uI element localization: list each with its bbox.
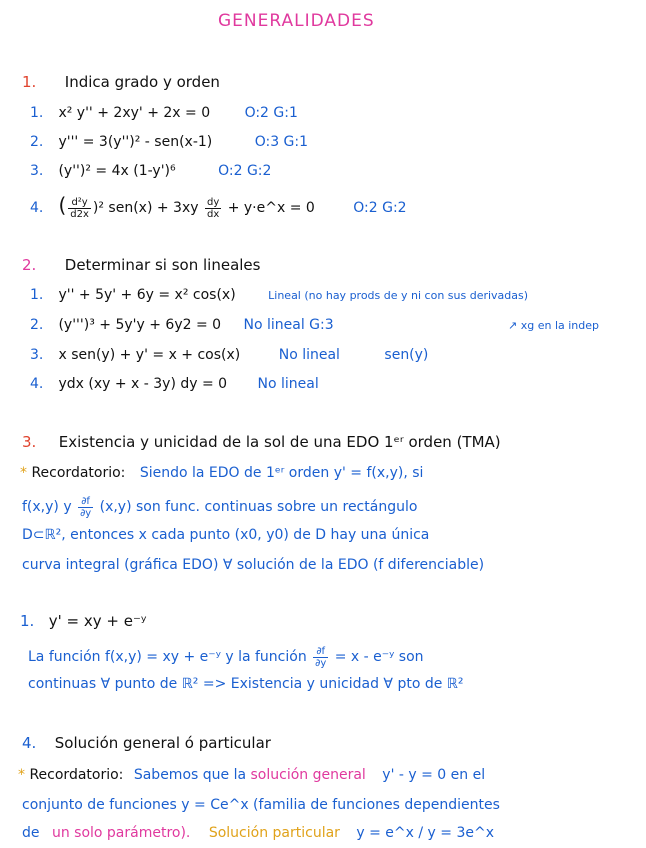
answer: O:2 G:1 <box>244 105 298 121</box>
answer: O:2 G:2 <box>353 200 407 216</box>
equation: ydx (xy + x - 3y) dy = 0 <box>58 376 228 392</box>
list-item <box>30 286 528 305</box>
reminder-label: Recordatorio: <box>31 465 126 481</box>
fraction <box>313 646 328 669</box>
section-number: 4. <box>22 734 37 752</box>
list-item <box>30 133 308 151</box>
equation: x sen(y) + y' = x + cos(x) <box>58 347 241 363</box>
denominator: d2x <box>70 208 89 220</box>
list-item <box>30 162 271 180</box>
section-2-heading <box>22 256 260 274</box>
section-title: Indica grado y orden <box>64 73 220 91</box>
highlight-param: un solo parámetro). <box>51 825 191 841</box>
section-number: 1. <box>22 73 37 91</box>
paren: ( <box>58 193 67 217</box>
annotation-note <box>508 317 599 335</box>
example-line: continuas ∀ punto de ℝ² => Existencia y unicidad ∀ pto de ℝ² <box>28 676 464 692</box>
star-icon: * <box>18 767 25 783</box>
equation: )² sen(x) + 3xy <box>92 200 199 216</box>
reminder-line: D⊂ℝ², entonces x cada punto (x0, y0) de D hay una única <box>22 527 430 543</box>
list-item <box>30 104 298 122</box>
reminder-text: de <box>22 825 40 841</box>
numerator: d²y <box>68 197 91 209</box>
item-number: 4. <box>30 376 44 392</box>
answer-extra: sen(y) <box>384 347 429 363</box>
reminder-text: f(x,y) y <box>22 499 72 515</box>
answer: Lineal (no hay prods de y ni con sus derivadas) <box>268 289 529 302</box>
example-heading <box>20 612 146 630</box>
list-item <box>30 192 407 221</box>
equation: y' = xy + e⁻ʸ <box>48 612 147 630</box>
section-title: Existencia y unicidad de la sol de una EDO 1ᵉʳ orden (TMA) <box>58 433 501 451</box>
reminder-line <box>20 464 423 482</box>
section-title: Determinar si son lineales <box>64 256 261 274</box>
numerator: ∂f <box>313 646 328 658</box>
equation: x² y'' + 2xy' + 2x = 0 <box>58 105 211 121</box>
list-item <box>30 346 428 364</box>
equation: (y'')² = 4x (1-y')⁶ <box>58 163 176 179</box>
reminder-line <box>18 766 485 784</box>
list-item <box>30 375 319 393</box>
page-title: GENERALIDADES <box>218 11 375 31</box>
reminder-line: curva integral (gráfica EDO) ∀ solución de la EDO (f diferenciable) <box>22 557 485 573</box>
reminder-text: y' - y = 0 en el <box>382 767 486 783</box>
numerator: dy <box>206 196 220 208</box>
equation: y'' + 5y' + 6y = x² cos(x) <box>58 287 236 303</box>
answer: No lineal <box>278 347 340 363</box>
reminder-label: Recordatorio: <box>29 767 124 783</box>
item-number: 1. <box>30 287 44 303</box>
highlight-particular: Solución particular <box>208 825 340 841</box>
arrow-icon: ↗ <box>508 319 518 332</box>
item-number: 3. <box>30 163 44 179</box>
reminder-line <box>22 494 417 520</box>
fraction <box>78 496 93 519</box>
section-3-heading <box>22 433 501 451</box>
reminder-text: Siendo la EDO de 1ᵉʳ orden y' = f(x,y), si <box>139 465 424 481</box>
star-icon: * <box>20 465 27 481</box>
note-text: xg en la indep <box>520 319 599 332</box>
item-number: 3. <box>30 347 44 363</box>
reminder-text: y = e^x / y = 3e^x <box>356 825 495 841</box>
item-number: 1. <box>20 612 35 630</box>
answer: O:2 G:2 <box>218 163 272 179</box>
item-number: 1. <box>30 105 44 121</box>
answer: O:3 G:1 <box>254 134 309 150</box>
denominator: dx <box>206 208 220 220</box>
section-number: 3. <box>22 433 37 451</box>
item-number: 2. <box>30 317 44 333</box>
equation: + y·e^x = 0 <box>227 200 315 216</box>
numerator: ∂f <box>78 496 93 508</box>
section-number: 2. <box>22 256 37 274</box>
section-title: Solución general ó particular <box>54 734 271 752</box>
reminder-text: Sabemos que la <box>133 767 247 783</box>
highlight-general: solución general <box>250 767 366 783</box>
reminder-text: (x,y) son func. continuas sobre un rectángulo <box>99 499 418 515</box>
reminder-line: conjunto de funciones y = Ce^x (familia de funciones dependientes <box>22 797 500 813</box>
denominator: ∂y <box>315 657 327 669</box>
example-text: = x - e⁻ʸ son <box>334 649 424 665</box>
fraction <box>205 197 221 220</box>
section-4-heading <box>22 734 271 752</box>
answer: No lineal <box>257 376 319 392</box>
equation: y''' = 3(y'')² - sen(x-1) <box>58 134 213 150</box>
list-item <box>30 316 334 334</box>
fraction <box>68 197 91 220</box>
example-text: La función f(x,y) = xy + e⁻ʸ y la función <box>28 649 307 665</box>
item-number: 2. <box>30 134 44 150</box>
item-number: 4. <box>30 200 44 216</box>
denominator: ∂y <box>80 507 92 519</box>
example-line <box>28 644 424 670</box>
equation: (y''')³ + 5y'y + 6y2 = 0 <box>58 317 222 333</box>
reminder-line <box>22 824 494 842</box>
answer: No lineal G:3 <box>243 317 334 333</box>
section-1-heading <box>22 73 220 91</box>
